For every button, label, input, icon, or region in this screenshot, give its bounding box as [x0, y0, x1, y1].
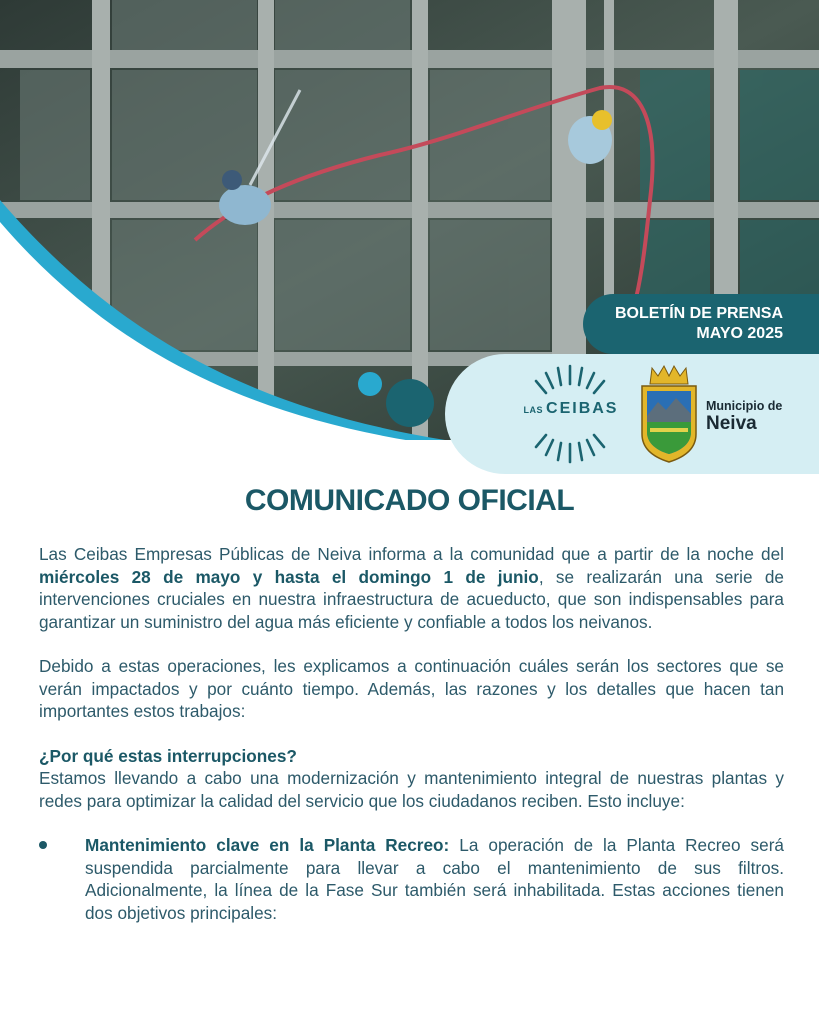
intro-text-b: , se realizarán una serie de intervenciones cruciales en nuestra infraestructura de acueducto, que son indispensables para garantizar un suministro del agua más eficiente y confiable a todos los neivanos. — [39, 566, 784, 632]
municipio-neiva-logo — [706, 399, 782, 435]
paragraph-intro — [39, 543, 784, 633]
intro-text-a: Las Ceibas Empresas Públicas de Neiva informa a la comunidad que a partir de la noche del — [39, 544, 784, 564]
municipio-line-2: Neiva — [706, 413, 757, 434]
bullet-icon — [39, 841, 47, 849]
press-release-body — [39, 543, 784, 924]
paragraph-modernization: Estamos llevando a cabo una modernización y mantenimiento integral de nuestras plantas y redes para optimizar la calidad del servicio que los ciudadanos reciben. Esto incluye: — [39, 768, 784, 811]
neiva-shield-icon — [636, 364, 702, 464]
section-question: ¿Por qué estas interrupciones? — [39, 745, 297, 766]
badge-line-1: BOLETÍN DE PRENSA — [614, 305, 783, 322]
bullet-title: Mantenimiento clave en la Planta Recreo: — [85, 835, 450, 855]
press-release-badge — [583, 294, 819, 354]
intro-dates: miércoles 28 de mayo y hasta el domingo 1 de junio — [39, 566, 539, 587]
paragraph-explanation: Debido a estas operaciones, les explicamos a continuación cuáles serán los sectores que se verán impactados y por cuánto tiempo. Además, las razones y los detalles que hacen tan importantes estos trabajos: — [39, 656, 784, 721]
bullet-text: La operación de la Planta Recreo será suspendida parcialmente para llevar a cabo el mantenimiento de sus filtros. Adicionalmente, la línea de la Fase Sur también será inhabilitada. Estas acciones tienen dos objetivos principales: — [85, 835, 784, 923]
ceibas-logo-word: CEIBAS — [546, 400, 619, 417]
ceibas-logo-small: LAS — [523, 405, 544, 415]
ceibas-logo — [512, 400, 630, 418]
municipio-line-1: Municipio de — [706, 399, 783, 413]
page-title: COMUNICADO OFICIAL — [244, 484, 575, 517]
list-item — [39, 834, 784, 924]
badge-line-2: MAYO 2025 — [696, 325, 783, 342]
